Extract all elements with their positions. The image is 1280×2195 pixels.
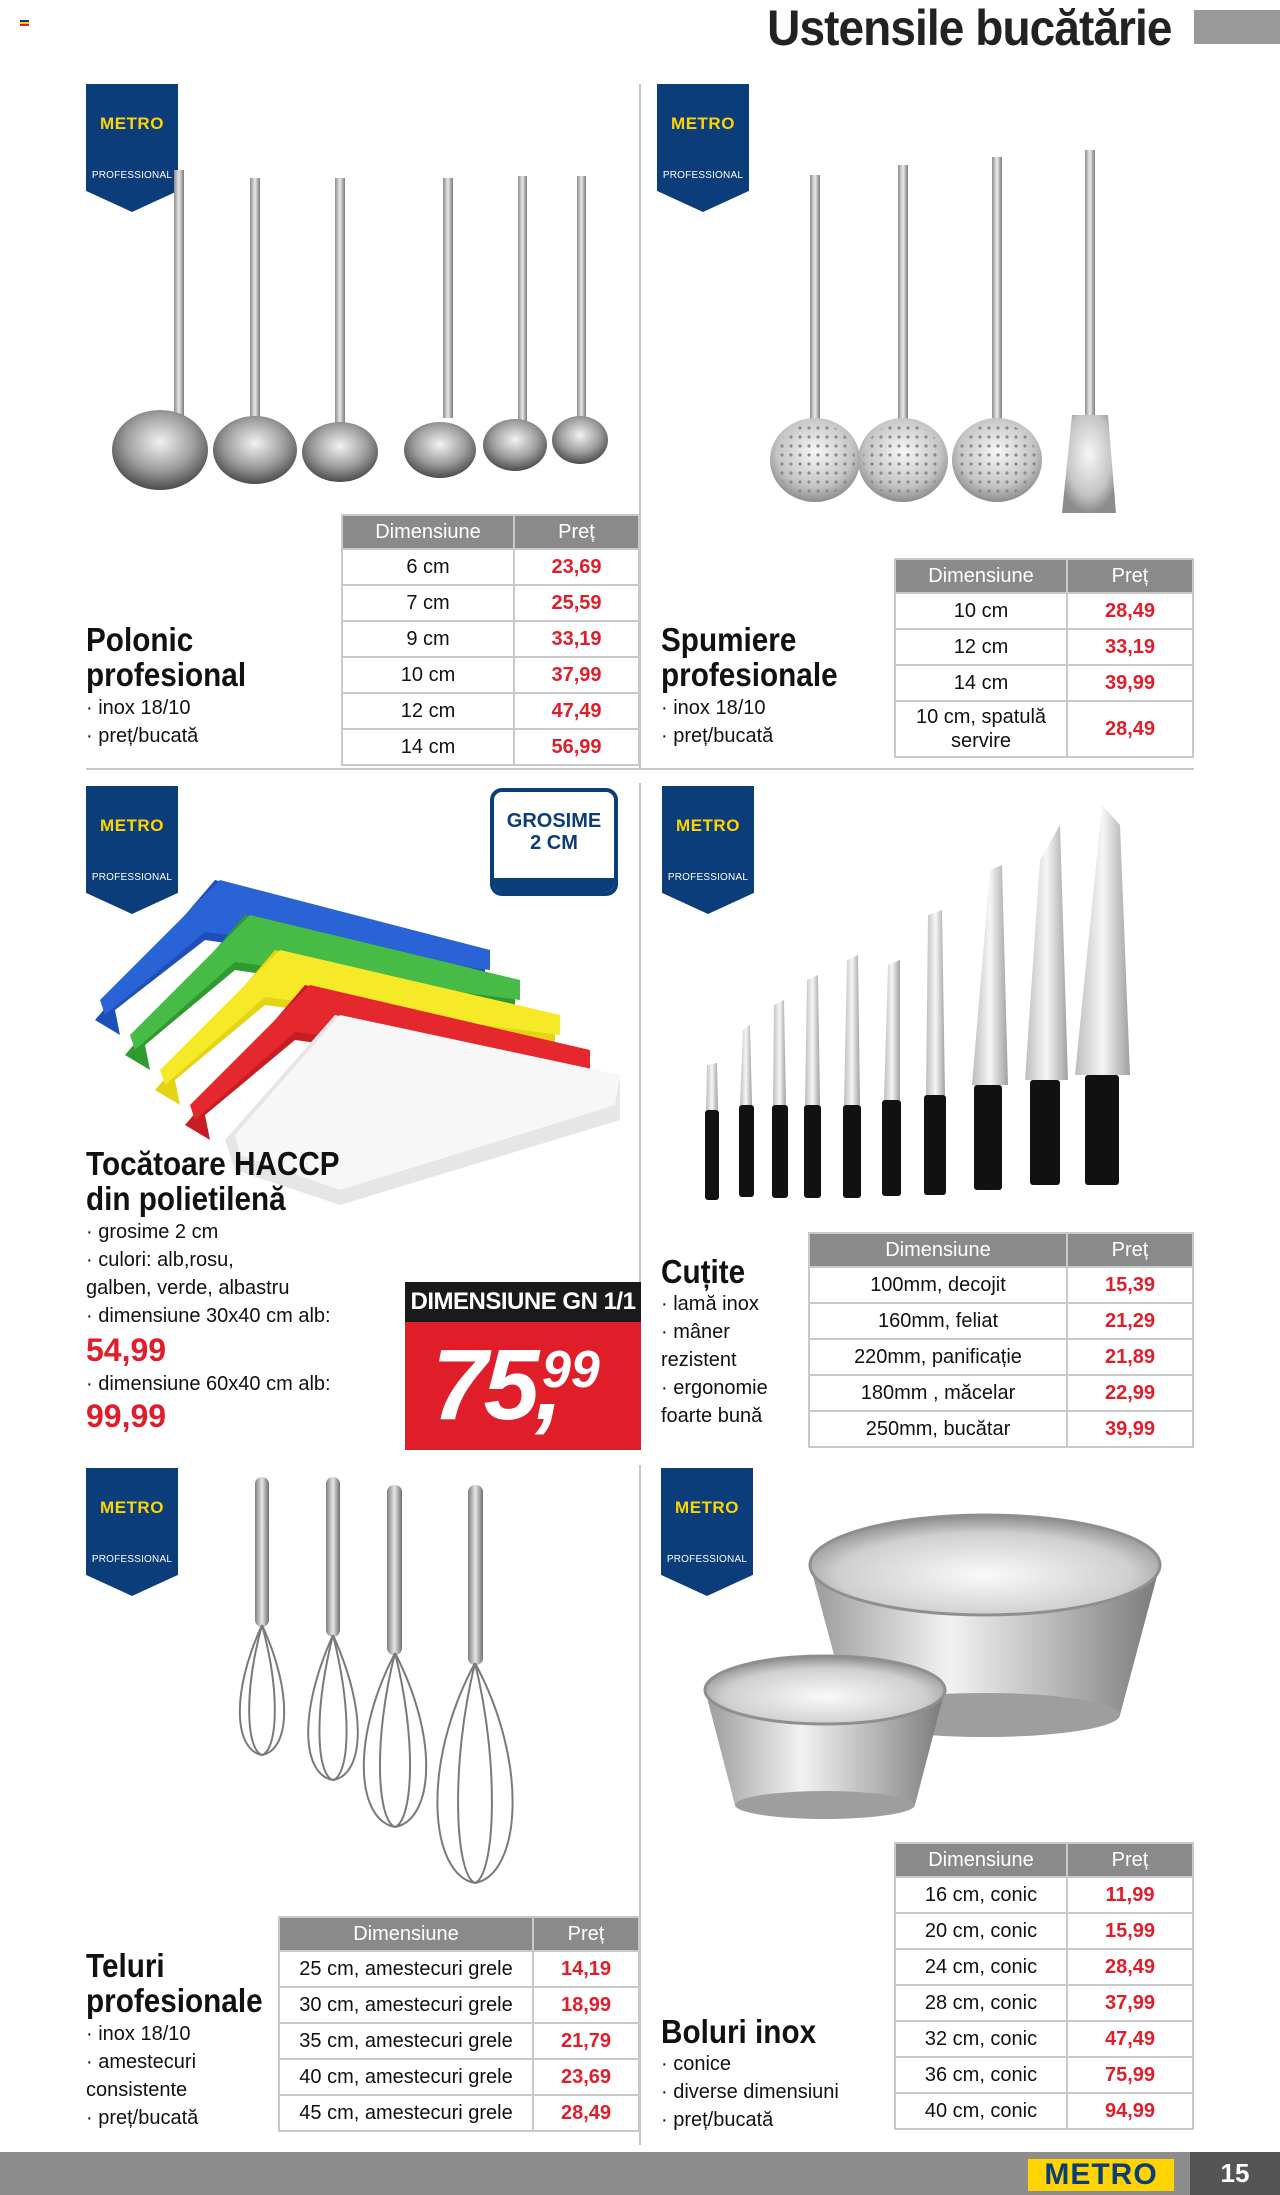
dimension-cell: 100mm, decojit [809, 1267, 1067, 1303]
table-row [895, 1985, 1193, 2021]
dimension-cell: 40 cm, amestecuri grele [279, 2059, 533, 2095]
page-title: Ustensile bucătărie [767, 0, 1172, 56]
spumiere-title-line1: Spumiere [661, 621, 797, 658]
teluri-feature: · amestecuri [86, 2051, 197, 2073]
polonic-feature: · inox 18/10 [86, 697, 191, 719]
skimmers-image [760, 145, 1160, 520]
polonic-price-table [341, 514, 640, 766]
dimension-cell: 7 cm [342, 585, 514, 621]
dimension-cell: 10 cm [342, 657, 514, 693]
metro-professional-badge: METRO PROFESSIONAL [662, 786, 754, 914]
dimension-cell: 250mm, bucătar [809, 1411, 1067, 1447]
table-row [279, 1951, 639, 1987]
spumiere-title-line2: profesionale [661, 656, 838, 693]
cutite-feature: · mâner [661, 1321, 730, 1343]
table-row [809, 1339, 1193, 1375]
header-accent-bar [1194, 10, 1280, 44]
spumiere-feature: · preț/bucată [661, 725, 774, 747]
table-header-price: Preț [1067, 1233, 1193, 1267]
price-cell: 14,19 [533, 1951, 639, 1987]
dimension-cell: 12 cm [342, 693, 514, 729]
teluri-feature: · inox 18/10 [86, 2023, 191, 2045]
tocatoare-feature: · culori: alb,rosu, [86, 1249, 234, 1271]
dimension-cell: 12 cm [895, 629, 1067, 665]
dimension-cell: 14 cm [895, 665, 1067, 701]
tocatoare-price-large: 99,99 [86, 1398, 167, 1434]
price-cell: 15,99 [1067, 1913, 1193, 1949]
price-cell: 22,99 [1067, 1375, 1193, 1411]
dimension-cell: 28 cm, conic [895, 1985, 1067, 2021]
polonic-feature: · preț/bucată [86, 725, 199, 747]
dimension-cell: 35 cm, amestecuri grele [279, 2023, 533, 2059]
price-cell: 56,99 [514, 729, 639, 765]
table-header-dimension: Dimensiune [895, 559, 1067, 593]
cutite-feature: · ergonomie [661, 1377, 768, 1399]
cutite-price-table [808, 1232, 1194, 1448]
price-cell: 21,89 [1067, 1339, 1193, 1375]
dimension-cell: 9 cm [342, 621, 514, 657]
table-header-dimension: Dimensiune [279, 1917, 533, 1951]
table-header-price: Preț [533, 1917, 639, 1951]
metro-professional-badge: METRO PROFESSIONAL [86, 84, 178, 212]
price-cell: 94,99 [1067, 2093, 1193, 2129]
table-row [809, 1375, 1193, 1411]
price-cell: 18,99 [533, 1987, 639, 2023]
table-row [342, 657, 639, 693]
tocatoare-feature: · dimensiune 30x40 cm alb: [86, 1305, 331, 1327]
dimension-cell: 10 cm, spatulă servire [895, 701, 1067, 757]
boluri-price-table [894, 1842, 1194, 2130]
table-row [895, 1949, 1193, 1985]
table-row [895, 1877, 1193, 1913]
thickness-badge-line2: 2 CM [530, 832, 578, 854]
tocatoare-title-line2: din polietilenă [86, 1180, 286, 1217]
dimension-cell: 6 cm [342, 549, 514, 585]
dimension-cell: 220mm, panificație [809, 1339, 1067, 1375]
table-header-price: Preț [1067, 1843, 1193, 1877]
table-row [895, 593, 1193, 629]
teluri-price-table [278, 1916, 640, 2132]
price-cell: 28,49 [533, 2095, 639, 2131]
price-cell: 39,99 [1067, 665, 1193, 701]
table-header-dimension: Dimensiune [895, 1843, 1067, 1877]
price-cell: 75,99 [1067, 2057, 1193, 2093]
table-row [809, 1267, 1193, 1303]
table-row [342, 693, 639, 729]
price-cell: 28,49 [1067, 593, 1193, 629]
table-row [895, 1913, 1193, 1949]
boluri-feature: · diverse dimensiuni [661, 2081, 839, 2103]
table-row [895, 2021, 1193, 2057]
bowls-image [700, 1505, 1170, 1835]
price-cell: 33,19 [514, 621, 639, 657]
table-row [342, 621, 639, 657]
tocatoare-feature: · dimensiune 60x40 cm alb: [86, 1373, 331, 1395]
price-cell: 21,29 [1067, 1303, 1193, 1339]
cutite-feature: rezistent [661, 1349, 737, 1371]
price-cell: 23,69 [514, 549, 639, 585]
knives-image [690, 805, 1150, 1205]
table-row [895, 701, 1193, 757]
price-cell: 37,99 [1067, 1985, 1193, 2021]
teluri-feature: consistente [86, 2079, 188, 2101]
price-cell: 37,99 [514, 657, 639, 693]
dimension-cell: 40 cm, conic [895, 2093, 1067, 2129]
dimension-cell: 10 cm [895, 593, 1067, 629]
price-cell: 11,99 [1067, 1877, 1193, 1913]
spumiere-price-table [894, 558, 1194, 758]
boluri-feature: · preț/bucată [661, 2109, 774, 2131]
price-cell: 23,69 [533, 2059, 639, 2095]
tocatoare-feature: galben, verde, albastru [86, 1277, 290, 1299]
dimension-cell: 45 cm, amestecuri grele [279, 2095, 533, 2131]
tocatoare-price-small: 54,99 [86, 1332, 167, 1368]
dimension-cell: 30 cm, amestecuri grele [279, 1987, 533, 2023]
gn-price-integer: 75, [432, 1329, 560, 1441]
price-cell: 33,19 [1067, 629, 1193, 665]
dimension-cell: 16 cm, conic [895, 1877, 1067, 1913]
table-header-price: Preț [1067, 559, 1193, 593]
table-row [279, 2023, 639, 2059]
ladles-image [110, 160, 620, 510]
table-header-price: Preț [514, 515, 639, 549]
cutite-feature: foarte bună [661, 1405, 763, 1427]
dimension-cell: 20 cm, conic [895, 1913, 1067, 1949]
thickness-badge-line1: GROSIME [506, 810, 602, 832]
gn-price-decimal: 99 [542, 1341, 600, 1399]
boluri-feature: · conice [661, 2053, 732, 2075]
polonic-title-line2: profesional [86, 656, 247, 693]
dimension-cell: 36 cm, conic [895, 2057, 1067, 2093]
teluri-feature: · preț/bucată [86, 2107, 199, 2129]
table-header-dimension: Dimensiune [342, 515, 514, 549]
gn-size-label: DIMENSIUNE GN 1/1 [405, 1282, 641, 1322]
dimension-cell: 24 cm, conic [895, 1949, 1067, 1985]
price-cell: 47,49 [514, 693, 639, 729]
metro-professional-badge: METRO PROFESSIONAL [661, 1468, 753, 1596]
metro-professional-badge: METRO PROFESSIONAL [657, 84, 749, 212]
table-row [279, 2059, 639, 2095]
price-cell: 47,49 [1067, 2021, 1193, 2057]
spumiere-feature: · inox 18/10 [661, 697, 766, 719]
price-cell: 28,49 [1067, 1949, 1193, 1985]
whisks-image [225, 1475, 525, 1895]
price-cell: 15,39 [1067, 1267, 1193, 1303]
table-row [895, 2057, 1193, 2093]
table-row [809, 1303, 1193, 1339]
table-row [342, 729, 639, 765]
metro-professional-badge: METRO PROFESSIONAL [86, 786, 178, 914]
table-row [809, 1411, 1193, 1447]
metro-logo: METRO [1028, 2159, 1174, 2191]
table-header-dimension: Dimensiune [809, 1233, 1067, 1267]
price-cell: 25,59 [514, 585, 639, 621]
table-row [342, 549, 639, 585]
dimension-cell: 160mm, feliat [809, 1303, 1067, 1339]
cutite-feature: · lamă inox [661, 1293, 759, 1315]
teluri-title-line2: profesionale [86, 1982, 263, 2019]
dimension-cell: 32 cm, conic [895, 2021, 1067, 2057]
price-cell: 39,99 [1067, 1411, 1193, 1447]
language-flag-icon [20, 20, 29, 26]
metro-professional-badge: METRO PROFESSIONAL [86, 1468, 178, 1596]
boluri-title: Boluri inox [661, 2013, 817, 2050]
table-row [342, 585, 639, 621]
page-number: 15 [1190, 2152, 1280, 2195]
grid-divider-horizontal-1 [86, 768, 1194, 770]
table-row [895, 665, 1193, 701]
price-cell: 28,49 [1067, 701, 1193, 757]
cutite-title: Cuțite [661, 1253, 746, 1290]
teluri-title-line1: Teluri [86, 1947, 165, 1984]
table-row [895, 629, 1193, 665]
tocatoare-title-line1: Tocătoare HACCP [86, 1145, 340, 1182]
price-cell: 21,79 [533, 2023, 639, 2059]
table-row [279, 1987, 639, 2023]
dimension-cell: 25 cm, amestecuri grele [279, 1951, 533, 1987]
dimension-cell: 14 cm [342, 729, 514, 765]
table-row [895, 2093, 1193, 2129]
tocatoare-feature: · grosime 2 cm [86, 1221, 219, 1243]
dimension-cell: 180mm , măcelar [809, 1375, 1067, 1411]
table-row [279, 2095, 639, 2131]
polonic-title-line1: Polonic [86, 621, 194, 658]
